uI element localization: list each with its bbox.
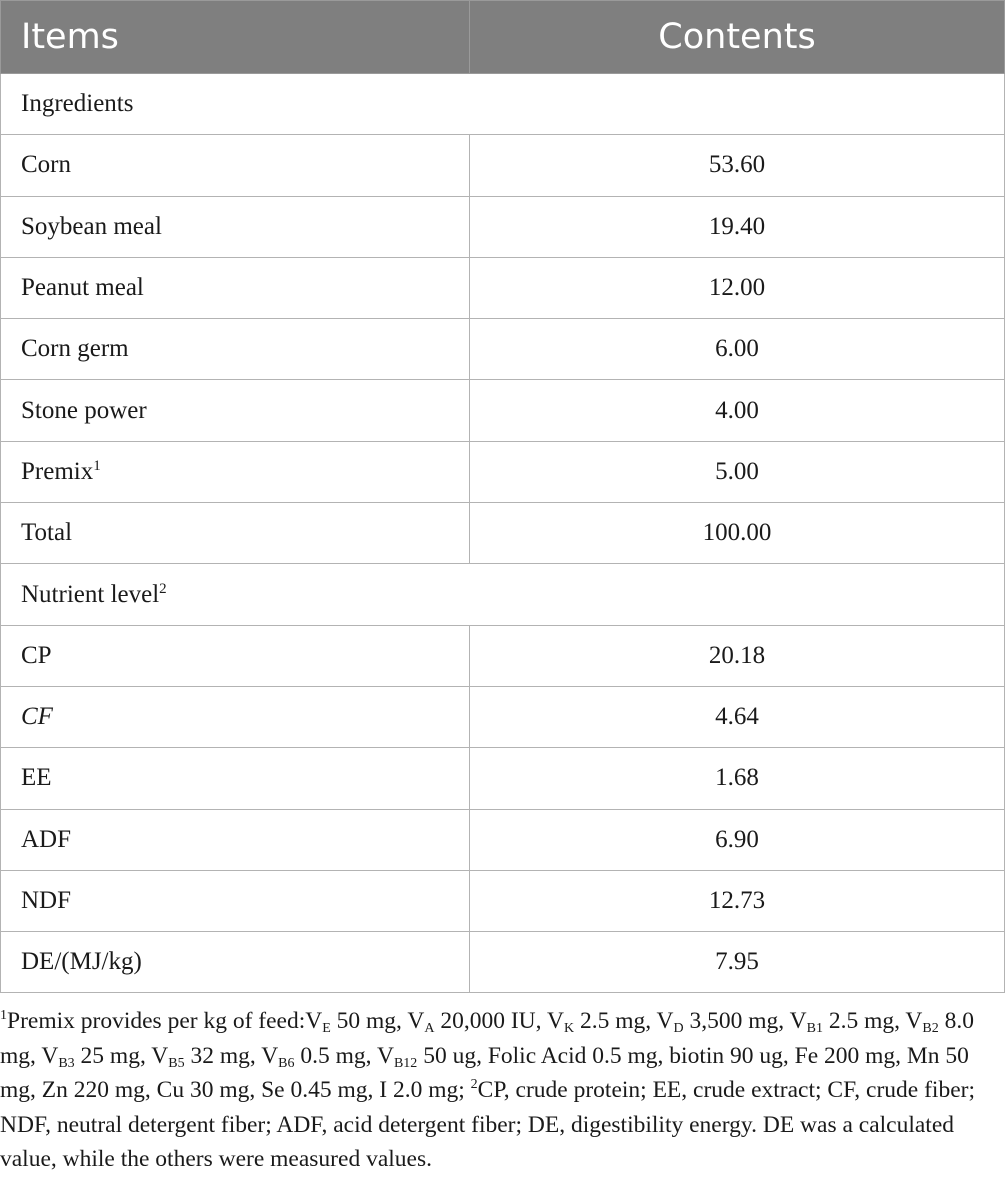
row-value-corn: 53.60 [470,135,1005,196]
row-value-peanut-meal: 12.00 [470,257,1005,318]
row-label-ee: EE [1,748,470,809]
footnote-marker-1: 1 [93,457,101,474]
row-value-stone-power: 4.00 [470,380,1005,441]
footnote-1-text: 50 mg, V [330,1008,425,1034]
table-row [1,625,1005,686]
row-value-cp: 20.18 [470,625,1005,686]
footnote-1-text: 32 mg, V [184,1042,279,1069]
footnote-1-text: 0.5 mg, V [294,1042,394,1069]
section-label-ingredients: Ingredients [1,74,1005,135]
row-label-total: Total [1,503,470,564]
row-label-cp: CP [1,625,470,686]
vitamin-subscript: K [563,1021,575,1036]
vitamin-subscript: B1 [806,1021,823,1036]
row-value-de: 7.95 [470,932,1005,993]
row-value-corn-germ: 6.00 [470,319,1005,380]
row-label-stone-power: Stone power [1,380,470,441]
footnote-marker-2: 2 [159,580,167,597]
header-items: Items [1,1,470,74]
footnote-1-text: 20,000 IU, V [434,1008,564,1034]
footnote-2-marker: 2 [470,1077,478,1092]
footnote-1-text: 25 mg, V [74,1042,169,1069]
row-label-ndf: NDF [1,870,470,931]
footnote-1-text: Premix provides per kg of feed:V [7,1008,323,1034]
footnote-1-text: 2.5 mg, V [822,1008,923,1034]
row-label-premix-cell [1,441,470,502]
vitamin-subscript: B12 [393,1055,418,1071]
vitamin-subscript: B6 [278,1055,295,1071]
table-row [1,932,1005,993]
row-label-adf: ADF [1,809,470,870]
table-row [1,503,1005,564]
vitamin-subscript: B2 [922,1021,939,1036]
row-value-adf: 6.90 [470,809,1005,870]
table-row [1,870,1005,931]
row-label-soybean-meal: Soybean meal [1,196,470,257]
row-value-total: 100.00 [470,503,1005,564]
table-row [1,319,1005,380]
table-row [1,257,1005,318]
table-row [1,135,1005,196]
vitamin-subscript: B5 [168,1055,185,1071]
row-value-ndf: 12.73 [470,870,1005,931]
row-value-premix: 5.00 [470,441,1005,502]
footnote-2-text: CP, crude protein; EE, crude extract; CF, crude fiber; NDF, neutral detergent fiber; ADF, acid detergent fiber; DE, digestibility energy. DE was a calculated value, while the others were measured values. [0,1077,975,1172]
header-contents: Contents [470,1,1005,74]
row-label-cf: CF [1,686,470,747]
table-row [1,380,1005,441]
row-label-de: DE/(MJ/kg) [1,932,470,993]
footnote-1-text: 8.0 mg, V [0,1008,974,1069]
row-value-cf: 4.64 [470,686,1005,747]
row-label-corn-germ: Corn germ [1,319,470,380]
footnote-1-text: 3,500 mg, V [683,1008,807,1034]
section-row-nutrient-level [1,564,1005,625]
vitamin-subscript: D [673,1021,684,1036]
table-row [1,196,1005,257]
footnote-1-text: 50 ug, Folic Acid 0.5 mg, biotin 90 ug, Fe 200 mg, Mn 50 mg, Zn 220 mg, Cu 30 mg, Se 0.45 mg, I 2.0 mg; [0,1042,969,1103]
section-label-nutrient-level-cell [1,564,1005,625]
section-label-nutrient-level: Nutrient level [21,580,160,608]
section-row-ingredients [1,74,1005,135]
row-label-corn: Corn [1,135,470,196]
table-row [1,809,1005,870]
row-value-ee: 1.68 [470,748,1005,809]
header-row [1,1,1005,74]
row-value-soybean-meal: 19.40 [470,196,1005,257]
row-label-peanut-meal: Peanut meal [1,257,470,318]
vitamin-subscript: E [322,1021,331,1036]
vitamin-subscript: B3 [58,1055,75,1071]
footnote-1-text: 2.5 mg, V [574,1008,674,1034]
table-row [1,441,1005,502]
vitamin-subscript: A [424,1021,435,1036]
table-row [1,748,1005,809]
table-row [1,686,1005,747]
row-label-premix: Premix [21,457,94,485]
table-footnotes [0,1004,1004,1177]
footnote-1-marker: 1 [0,1008,7,1023]
